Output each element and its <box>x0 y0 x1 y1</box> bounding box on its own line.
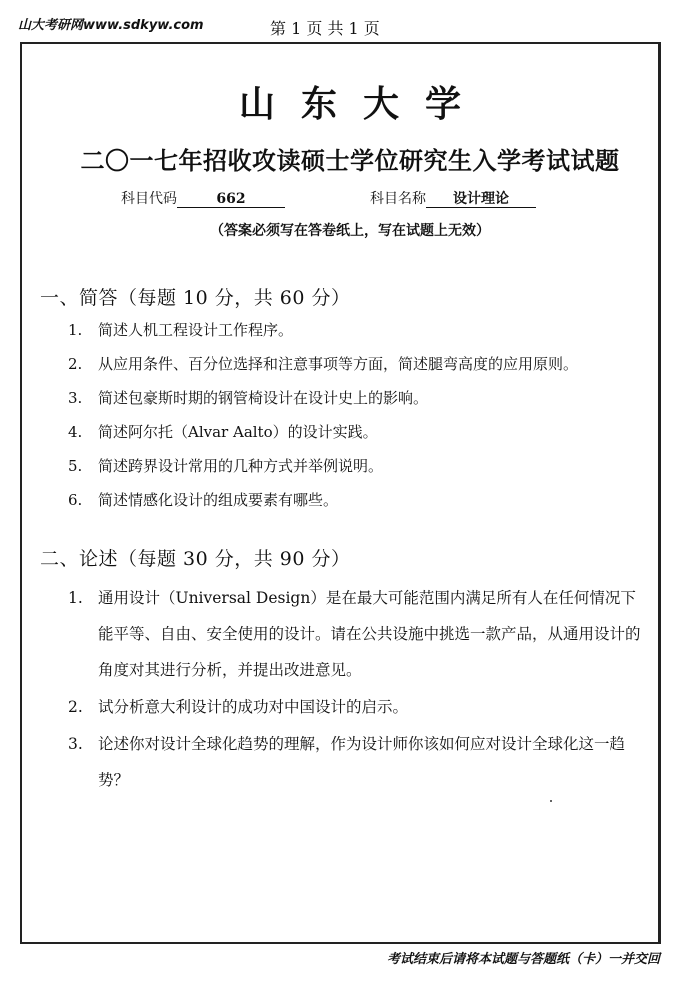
subject-code-value: 662 <box>177 191 285 208</box>
section-heading-essay: 二、论述（每题 30 分，共 90 分） <box>40 548 351 570</box>
question-text: 通用设计（Universal Design）是在最大可能范围内满足所有人在任何情况下能平等、自由、安全使用的设计。请在公共设施中挑选一款产品，从通用设计的角度对其进行分析，并提出改进意见。 <box>98 589 641 679</box>
exam-title: 二〇一七年招收攻读硕士学位研究生入学考试试题 <box>80 146 620 175</box>
question-item <box>68 488 643 522</box>
question-number: 3. <box>68 735 83 753</box>
site-watermark: 山大考研网www.sdkyw.com <box>18 18 204 33</box>
section-heading-short-answer: 一、简答（每题 10 分，共 60 分） <box>40 287 351 309</box>
question-item <box>68 386 643 420</box>
subject-name-value: 设计理论 <box>426 191 536 208</box>
question-text: 简述情感化设计的组成要素有哪些。 <box>98 491 339 509</box>
question-number: 1. <box>68 589 83 607</box>
answer-notice: （答案必须写在答卷纸上，写在试题上无效） <box>210 223 490 239</box>
question-item <box>68 726 643 798</box>
subject-name <box>370 188 536 208</box>
question-text: 论述你对设计全球化趋势的理解，作为设计师你该如何应对设计全球化这一趋势？ <box>98 735 626 789</box>
short-answer-questions <box>68 318 643 522</box>
question-text: 简述包豪斯时期的钢管椅设计在设计史上的影响。 <box>98 389 429 407</box>
question-number: 6. <box>68 491 83 509</box>
university-name: 山东大学 <box>238 83 487 125</box>
question-number: 1. <box>68 321 83 339</box>
scan-speck <box>550 800 552 802</box>
question-number: 5. <box>68 457 83 475</box>
question-item <box>68 580 643 688</box>
essay-questions <box>68 580 643 799</box>
subject-code <box>121 188 285 208</box>
subject-name-label: 科目名称 <box>370 191 426 207</box>
question-number: 2. <box>68 355 83 373</box>
question-text: 简述跨界设计常用的几种方式并举例说明。 <box>98 457 384 475</box>
question-number: 4. <box>68 423 83 441</box>
question-item <box>68 318 643 352</box>
question-item <box>68 454 643 488</box>
question-text: 简述阿尔托（Alvar Aalto）的设计实践。 <box>98 423 378 441</box>
footer-note: 考试结束后请将本试题与答题纸（卡）一并交回 <box>386 952 660 967</box>
subject-code-label: 科目代码 <box>121 191 177 207</box>
question-text: 从应用条件、百分位选择和注意事项等方面，简述腿弯高度的应用原则。 <box>98 355 579 373</box>
page-number: 第 1 页 共 1 页 <box>270 19 380 38</box>
question-item <box>68 420 643 454</box>
question-item <box>68 352 643 386</box>
question-number: 2. <box>68 698 83 716</box>
question-number: 3. <box>68 389 83 407</box>
question-item <box>68 689 643 725</box>
question-text: 试分析意大利设计的成功对中国设计的启示。 <box>98 698 409 716</box>
question-text: 简述人机工程设计工作程序。 <box>98 321 294 339</box>
